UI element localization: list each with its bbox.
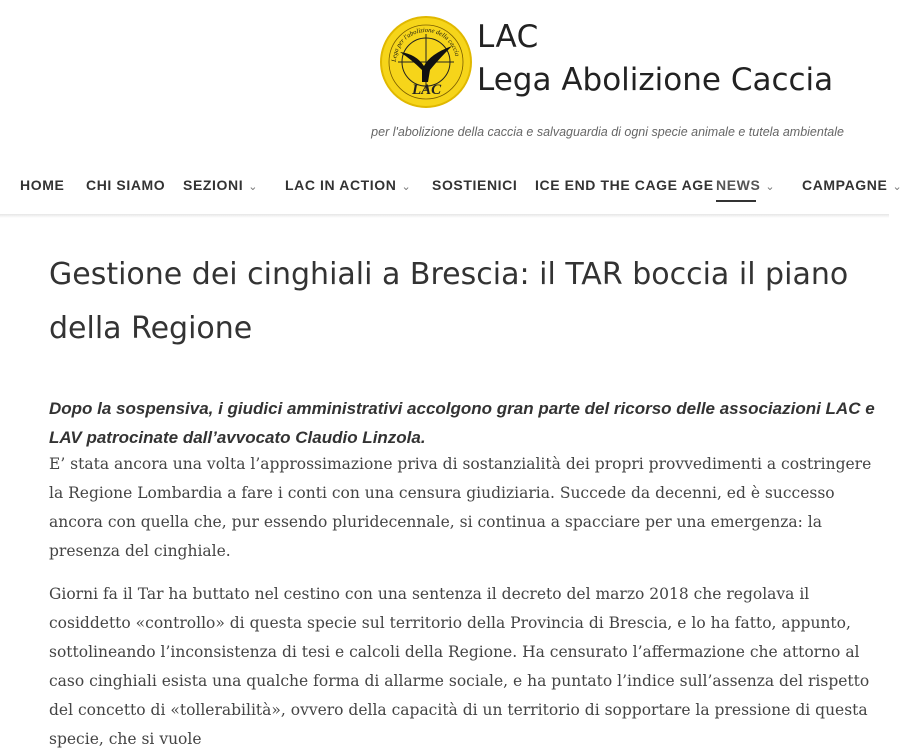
article-lead: Dopo la sospensiva, i giudici amministrativi accolgono gran parte del ricorso delle associazioni LAC e LAV patrocinate dall’avvocato Claudio Linzola. [49, 399, 875, 447]
nav-item-chi-siamo[interactable] [86, 177, 165, 193]
article-title: Gestione dei cinghiali a Brescia: il TAR boccia il piano della Regione [49, 257, 849, 346]
nav-item-home[interactable] [20, 177, 64, 193]
site-header [0, 0, 902, 218]
nav-item-label: SOSTIENICI [432, 177, 518, 193]
lac-logo[interactable] [380, 16, 472, 108]
article-paragraph: E’ stata ancora una volta l’approssimazione priva di sostanzialità dei propri provvedimenti a costringere la Regione Lombardia a fare i conti con una censura giudiziaria. Succede da decenni, ed è successo ancora con quella che, pur essendo pluridecennale, si continua a spacciare per una emergenza: la presenza del cinghiale. [49, 455, 872, 560]
logo-ring-text: Lega per l'abolizione della caccia [390, 26, 461, 63]
header-divider [0, 214, 889, 218]
nav-item-sostienici[interactable] [432, 177, 517, 193]
chevron-down-icon: ⌄ [248, 181, 259, 193]
main-navigation [0, 168, 902, 204]
nav-item-lac-in-action[interactable] [285, 177, 411, 193]
active-nav-indicator [716, 200, 756, 202]
brand-name-short[interactable]: LAC [477, 19, 539, 55]
nav-item-label: HOME [20, 177, 65, 193]
nav-item-label: LAC IN ACTION [285, 177, 397, 193]
nav-item-sezioni[interactable] [183, 177, 258, 193]
nav-item-ice-end-the-cage-age[interactable] [535, 177, 714, 193]
nav-item-label: CHI SIAMO [86, 177, 166, 193]
logo-small-text: LAC [412, 82, 442, 98]
chevron-down-icon: ⌄ [401, 181, 412, 193]
nav-item-label: SEZIONI [183, 177, 244, 193]
nav-item-campagne[interactable] [802, 177, 902, 193]
nav-item-label: ICE END THE CAGE AGE [535, 177, 714, 193]
nav-item-label: NEWS [716, 177, 761, 193]
article-content [49, 248, 879, 754]
nav-item-label: CAMPAGNE [802, 177, 888, 193]
brand-logo-link[interactable] [370, 8, 845, 118]
site-tagline: per l'abolizione della caccia e salvaguardia di ogni specie animale e tutela ambientale [371, 125, 844, 139]
chevron-down-icon: ⌄ [765, 181, 776, 193]
chevron-down-icon: ⌄ [892, 181, 902, 193]
article-paragraph: Giorni fa il Tar ha buttato nel cestino con una sentenza il decreto del marzo 2018 che regolava il cosiddetto «controllo» di questa specie sul territorio della Provincia di Brescia, e lo ha fatto, appunto, sottolineando l’inconsistenza di tesi e calcoli della Regione. Ha censurato l’affermazione che attorno al caso cinghiali esista una qualche forma di allarme sociale, e ha puntato l’indice sull’assenza del rispetto del concetto di «tollerabilità», ovvero della capacità di un territorio di sopportare la pressione di questa specie, che si vuole [49, 585, 870, 748]
nav-item-news[interactable] [716, 177, 775, 193]
brand-name-full[interactable]: Lega Abolizione Caccia [477, 62, 834, 98]
